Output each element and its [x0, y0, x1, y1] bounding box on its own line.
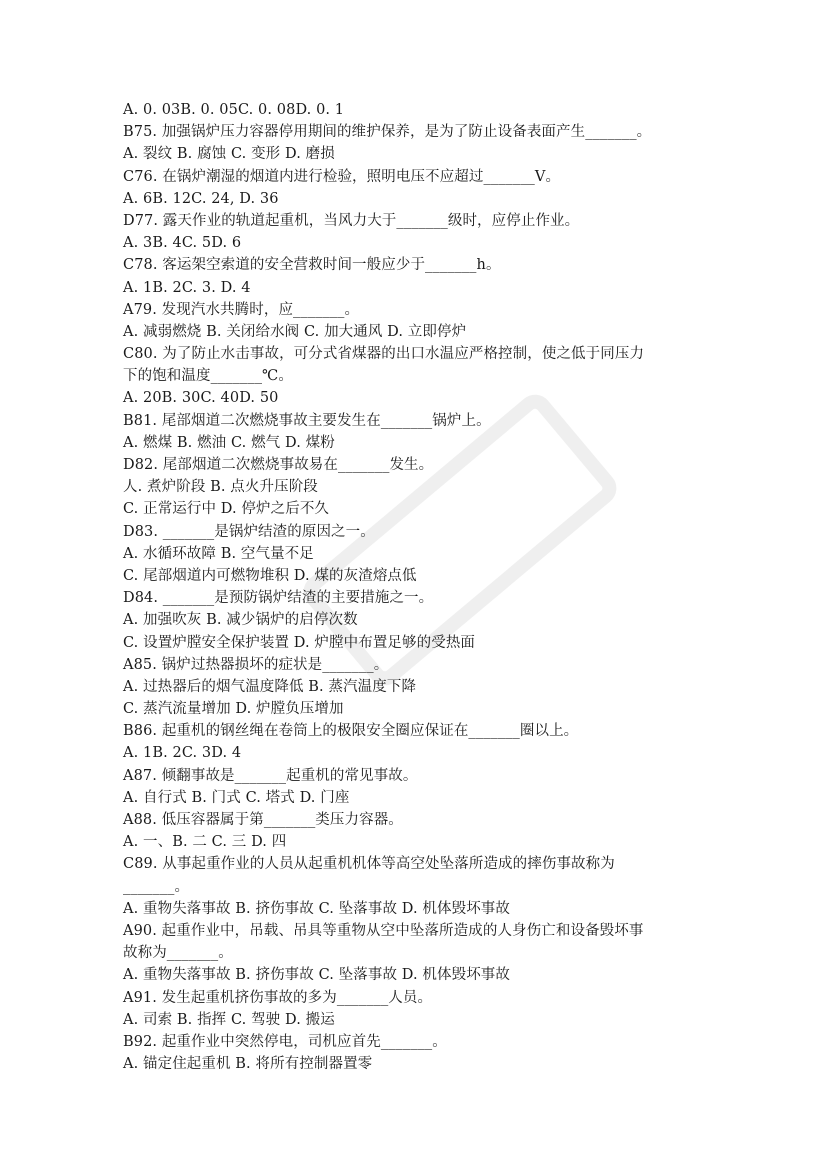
text-line: A. 3B. 4C. 5D. 6	[123, 235, 242, 252]
text-line: A87. 倾翻事故是_______起重机的常见事故。	[123, 767, 418, 784]
text-line: A90. 起重作业中，吊载、吊具等重物从空中坠落所造成的人身伤亡和设备毁坏事	[123, 922, 644, 939]
text-line: A85. 锅炉过热器损坏的症状是_______。	[123, 656, 389, 673]
text-line: B81. 尾部烟道二次燃烧事故主要发生在_______锅炉上。	[123, 412, 491, 429]
text-line: C. 尾部烟道内可燃物堆积 D. 煤的灰渣熔点低	[123, 567, 417, 584]
text-line: A88. 低压容器属于第_______类压力容器。	[123, 812, 403, 828]
text-line: D82. 尾部烟道二次燃烧事故易在_______发生。	[123, 457, 434, 473]
text-line: C89. 从事起重作业的人员从起重机机体等高空处坠落所造成的摔伤事故称为	[123, 856, 615, 873]
text-line: A. 重物失落事故 B. 挤伤事故 C. 坠落事故 D. 机体毁坏事故	[123, 900, 511, 917]
text-line: A. 过热器后的烟气温度降低 B. 蒸汽温度下降	[123, 678, 417, 695]
text-line: A. 自行式 B. 门式 C. 塔式 D. 门座	[123, 789, 350, 806]
text-line: A. 加强吹灰 B. 减少锅炉的启停次数	[123, 612, 358, 629]
text-line: C76. 在锅炉潮湿的烟道内进行检验，照明电压不应超过_______V。	[123, 168, 561, 185]
text-line: D77. 露天作业的轨道起重机，当风力大于_______级时，应停止作业。	[123, 212, 580, 229]
text-line: B86. 起重机的钢丝绳在卷筒上的极限安全圈应保证在_______圈以上。	[123, 723, 579, 740]
text-line: A91. 发生起重机挤伤事故的多为_______人员。	[123, 989, 433, 1006]
text-line: A. 0. 03B. 0. 05C. 0. 08D. 0. 1	[123, 102, 345, 118]
text-line: A. 20B. 30C. 40D. 50	[123, 390, 279, 407]
text-line: A. 一、B. 二 C. 三 D. 四	[123, 834, 287, 851]
text-line: 人. 煮炉阶段 B. 点火升压阶段	[123, 479, 318, 496]
text-line: 下的饱和温度_______℃。	[123, 368, 293, 385]
question-list	[123, 99, 723, 1075]
text-line: A. 1B. 2C. 3D. 4	[123, 745, 242, 762]
text-line: C80. 为了防止水击事故，可分式省煤器的出口水温应严格控制，使之低于同压力	[123, 346, 645, 363]
text-line: C78. 客运架空索道的安全营救时间一般应少于_______h。	[123, 257, 501, 274]
text-line: D83. _______是锅炉结渣的原因之一。	[123, 523, 375, 540]
text-line: A. 重物失落事故 B. 挤伤事故 C. 坠落事故 D. 机体毁坏事故	[123, 967, 511, 984]
text-line: A. 1B. 2C. 3. D. 4	[123, 279, 251, 296]
text-line: C. 蒸汽流量增加 D. 炉膛负压增加	[123, 701, 344, 718]
text-line: A. 裂纹 B. 腐蚀 C. 变形 D. 磨损	[123, 146, 335, 163]
text-line: A79. 发现汽水共腾时，应_______。	[123, 301, 360, 318]
text-line: A. 水循环故障 B. 空气量不足	[123, 545, 314, 562]
text-line: A. 燃煤 B. 燃油 C. 燃气 D. 煤粉	[123, 434, 335, 451]
text-line: A. 减弱燃烧 B. 关闭给水阀 C. 加大通风 D. 立即停炉	[123, 323, 467, 340]
text-line: _______。	[123, 878, 190, 895]
text-line: C. 设置炉膛安全保护装置 D. 炉膛中布置足够的受热面	[123, 634, 476, 651]
text-line: B92. 起重作业中突然停电，司机应首先_______。	[123, 1033, 447, 1050]
text-line: 故称为_______。	[123, 945, 233, 962]
text-line: A. 锚定住起重机 B. 将所有控制器置零	[123, 1056, 373, 1073]
text-line: A. 司索 B. 指挥 C. 驾驶 D. 搬运	[123, 1011, 335, 1028]
text-line: B75. 加强锅炉压力容器停用期间的维护保养，是为了防止设备表面产生_______。	[123, 124, 652, 141]
text-line: D84. _______是预防锅炉结渣的主要措施之一。	[123, 590, 434, 607]
text-line: C. 正常运行中 D. 停炉之后不久	[123, 501, 330, 518]
text-line: A. 6B. 12C. 24, D. 36	[123, 190, 279, 207]
